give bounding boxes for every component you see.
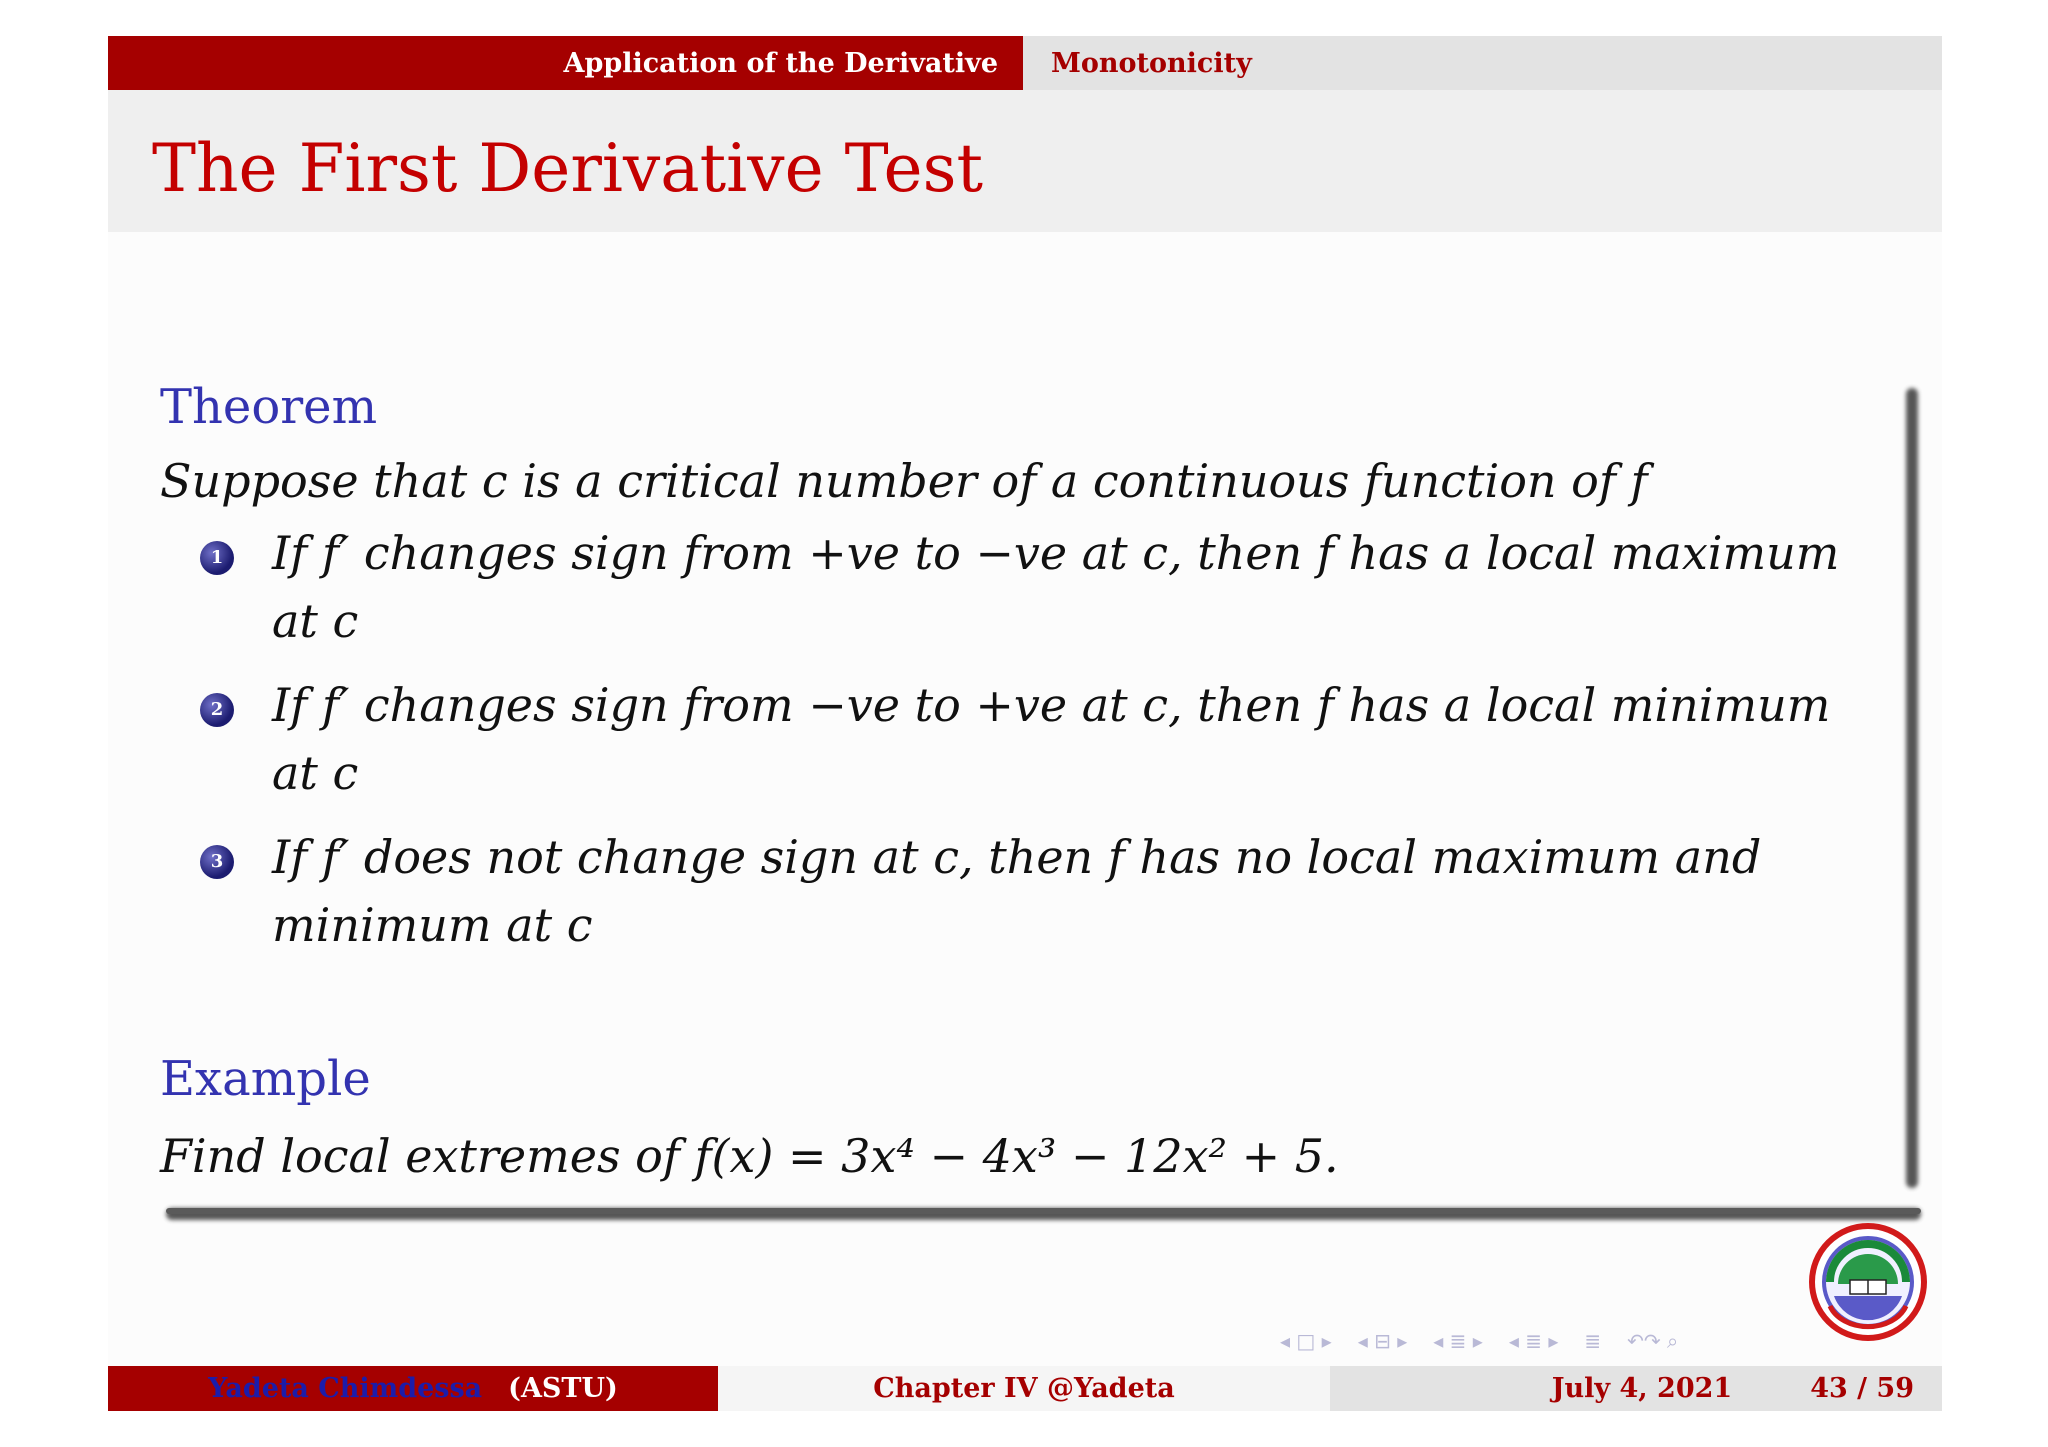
enumerate-bullet-icon: 3 [200, 845, 234, 879]
enumerate-bullet-icon: 2 [200, 693, 234, 727]
slide [108, 36, 1942, 1411]
footer-page-number: 43 / 59 [1810, 1373, 1914, 1404]
example-text: Find local extremes of f(x) = 3x⁴ − 4x³ − 12x² + 5. [160, 1129, 1339, 1183]
nav-frame-icon[interactable]: ◂ □ ▸ [1280, 1329, 1332, 1353]
footer-institute: (ASTU) [508, 1373, 618, 1404]
footline [108, 1366, 1942, 1411]
footer-date-box [1330, 1366, 1942, 1411]
footer-date: July 4, 2021 [1551, 1373, 1733, 1404]
example-title: Example [160, 1051, 371, 1107]
headline-bar [108, 36, 1942, 90]
theorem-item-text: If f′ changes sign from +ve to −ve at c, then f has a local maximum at c [272, 526, 1840, 648]
frame-title: The First Derivative Test [152, 130, 983, 207]
headline-section[interactable]: Application of the Derivative [108, 36, 1023, 90]
theorem-item-text: If f′ does not change sign at c, then f has no local maximum and minimum at c [272, 830, 1762, 952]
theorem-item [160, 823, 1910, 959]
theorem-item [160, 519, 1910, 655]
theorem-item [160, 671, 1910, 807]
nav-search-icon[interactable]: ↶↷ ⌕ [1627, 1329, 1679, 1353]
headline-subsection[interactable]: Monotonicity [1023, 36, 1942, 90]
block-shadow-bottom-line [166, 1208, 1921, 1214]
beamer-navigation [1280, 1326, 1678, 1356]
enumerate-bullet-icon: 1 [200, 541, 234, 575]
footer-author-box [108, 1366, 718, 1411]
example-block [160, 1041, 1910, 1195]
nav-align-icon[interactable]: ≣ [1584, 1329, 1602, 1353]
frame-title-bar [108, 90, 1942, 232]
theorem-body [160, 443, 1910, 959]
theorem-statement: Suppose that c is a critical number of a continuous function of f [160, 454, 1648, 508]
nav-section-icon[interactable]: ◂ ≣ ▸ [1433, 1329, 1483, 1353]
theorem-item-text: If f′ changes sign from −ve to +ve at c, then f has a local minimum at c [272, 678, 1831, 800]
nav-subsection-icon[interactable]: ◂ ⊟ ▸ [1357, 1329, 1408, 1353]
nav-document-icon[interactable]: ◂ ≣ ▸ [1508, 1329, 1559, 1353]
footer-short-title: Chapter IV @Yadeta [718, 1366, 1330, 1411]
theorem-block [160, 371, 1910, 975]
theorem-items [160, 519, 1910, 959]
footer-author: Yadeta Chimdessa [208, 1373, 483, 1404]
theorem-title: Theorem [160, 379, 378, 435]
university-logo-icon [1808, 1222, 1928, 1342]
